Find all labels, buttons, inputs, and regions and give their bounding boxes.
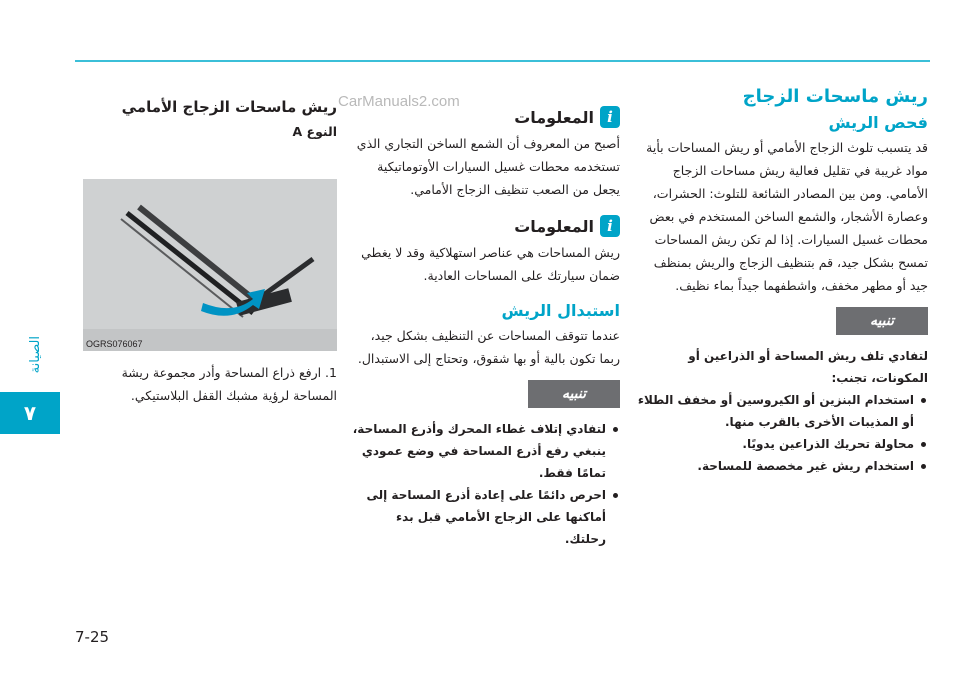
column-left bbox=[75, 72, 337, 407]
page-number: 7-25 bbox=[75, 628, 110, 646]
section-subtitle: فحص الريش bbox=[828, 113, 928, 132]
top-rule bbox=[75, 60, 930, 62]
info-paragraph: أصبح من المعروف أن الشمع الساخن التجاري الذي تستخدمه محطات غسيل السيارات الأوتوماتيكية يجعل من الصعب تنظيف الزجاج الأمامي. bbox=[356, 136, 620, 197]
wiper-illustration bbox=[83, 179, 337, 351]
caution-list bbox=[352, 418, 620, 550]
info-heading bbox=[352, 215, 620, 237]
info-icon: i bbox=[600, 106, 620, 128]
info-icon: i bbox=[600, 215, 620, 237]
info-title: المعلومات bbox=[514, 107, 594, 127]
wiper-photo bbox=[83, 179, 337, 351]
type-label: النوع A bbox=[292, 124, 337, 139]
caution-item: استخدام البنزين أو الكيروسين أو مخفف الطلاء أو المذيبات الأخرى بالقرب منها. bbox=[634, 389, 928, 433]
section-title: ريش ماسحات الزجاج bbox=[742, 86, 928, 107]
caution-list bbox=[634, 389, 928, 477]
caution-item: محاولة تحريك الذراعين يدويًا. bbox=[634, 433, 928, 455]
column-right bbox=[634, 72, 928, 477]
info-paragraph: ريش المساحات هي عناصر استهلاكية وقد لا يغطي ضمان سيارتك على المساحات العادية. bbox=[361, 245, 620, 283]
section-paragraph: عندما تتوقف المساحات عن التنظيف بشكل جيد، ربما تكون بالية أو بها شقوق، وتحتاج إلى الاستبدال. bbox=[357, 328, 620, 366]
info-heading bbox=[352, 106, 620, 128]
caution-item: لتفادي إتلاف غطاء المحرك وأذرع المساحة، ينبغي رفع أذرع المساحة في وضع عمودي تمامًا فقط. bbox=[352, 418, 620, 484]
chapter-number: ٧ bbox=[0, 392, 60, 434]
caution-label: تنبيه bbox=[528, 380, 620, 408]
column-middle bbox=[352, 72, 620, 550]
section-subtitle: استبدال الريش bbox=[501, 301, 620, 320]
info-title: المعلومات bbox=[514, 216, 594, 236]
side-tab-label: الصيانة bbox=[27, 336, 43, 374]
section-heading: ريش ماسحات الزجاج الأمامي bbox=[121, 98, 337, 116]
caution-intro: لتفادي تلف ريش المساحة أو الذراعين أو المكونات، تجنب: bbox=[688, 349, 928, 385]
side-tab bbox=[20, 310, 50, 400]
caution-item: استخدام ريش غير مخصصة للمساحة. bbox=[634, 455, 928, 477]
step-text: 1. ارفع ذراع المساحة وأدر مجموعة ريشة المساحة لرؤية مشبك القفل البلاستيكي. bbox=[121, 365, 337, 403]
caution-item: احرص دائمًا على إعادة أذرع المساحة إلى أماكنها على الزجاج الأمامي قبل بدء رحلتك. bbox=[352, 484, 620, 550]
watermark: CarManuals2.com bbox=[338, 93, 460, 110]
figure-code: OGRS076067 bbox=[86, 339, 143, 349]
caution-label: تنبيه bbox=[836, 307, 928, 335]
section-paragraph: قد يتسبب تلوث الزجاج الأمامي أو ريش المساحات بأية مواد غريبة في تقليل فعالية ريش مساحات الزجاج الأمامي. ومن بين المصادر الشائعة للتلوث: الحشرات، وعصارة الأشجار، والشمع الساخن المستخدم في بعض محطات غسيل السيارات. إذا لم تكن ريش المساحات تمسح بشكل جيد، قم بتنظيف الزجاج والريش بمنظف جيد أو مطهر مخفف، واشطفهما جيداً بماء نظيف. bbox=[646, 140, 928, 293]
